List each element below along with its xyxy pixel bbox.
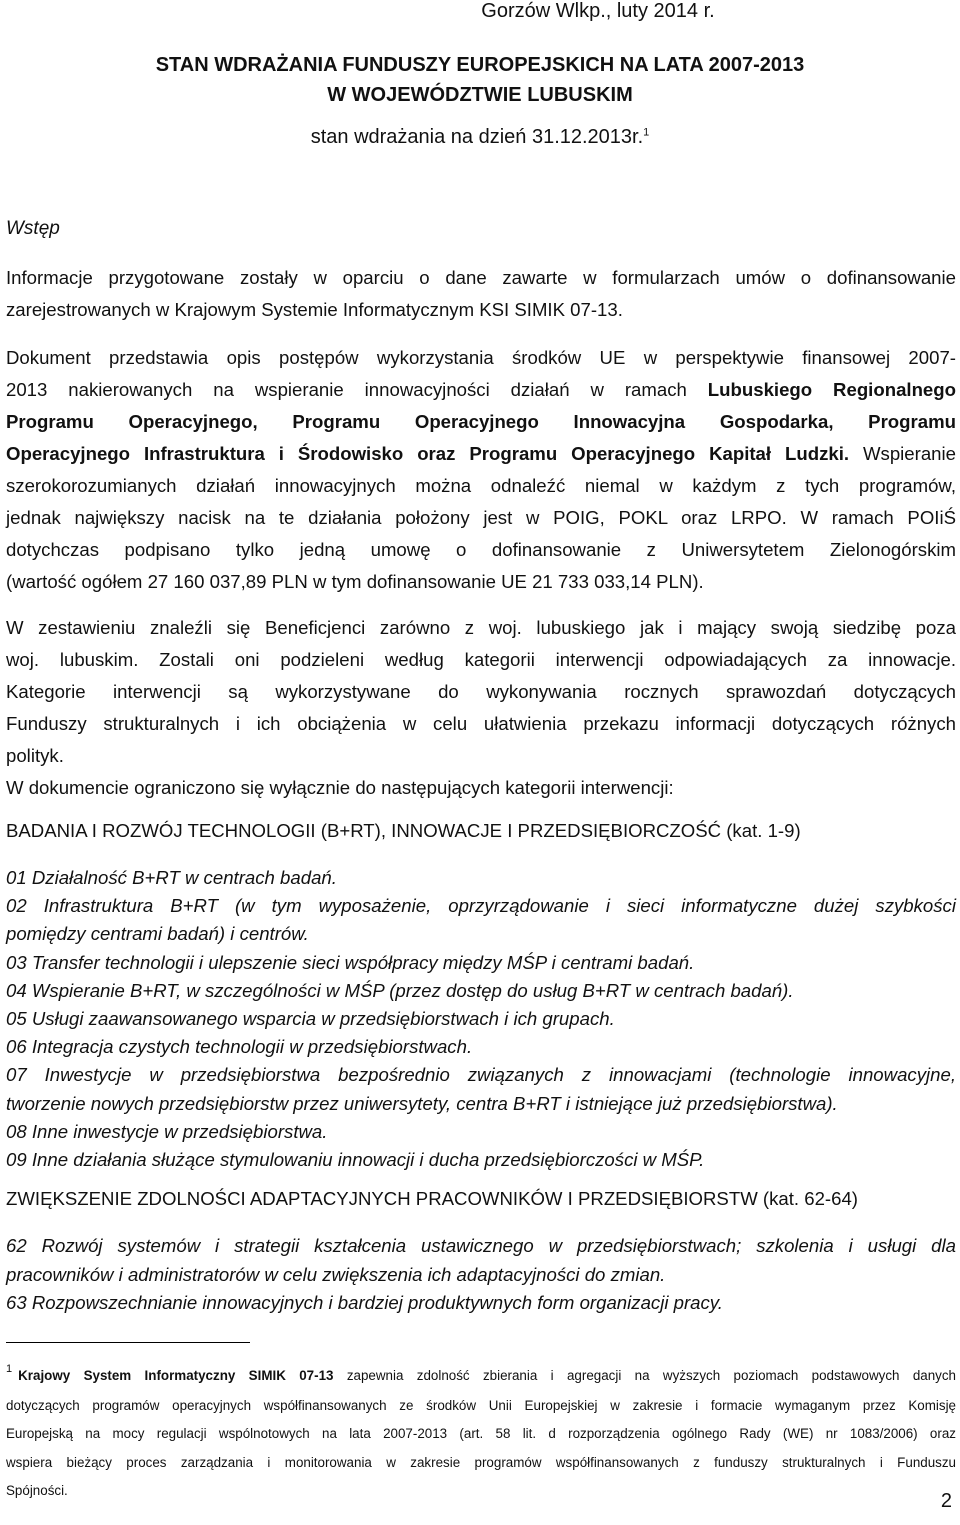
intro-paragraph-2 bbox=[6, 342, 956, 598]
category-06: 06 Integracja czystych technologii w przedsiębiorstwach. bbox=[6, 1036, 473, 1058]
programs-poiis-pokl: Operacyjnego Infrastruktura i Środowisko oraz Programu Operacyjnego Kapitał Ludzki. bbox=[6, 443, 850, 464]
p2-line-2-text: 2013 nakierowanych na wspieranie innowacyjności działań w ramach bbox=[6, 379, 708, 400]
footnote-line-3: Europejską na mocy regulacji wspólnotowych na lata 2007-2013 (art. 58 lit. d rozporządzenia ogólnego Rady (WE) nr 1083/2006) oraz bbox=[6, 1426, 956, 1441]
section-1-categories bbox=[6, 864, 956, 1174]
footnote-line-1 bbox=[6, 1362, 956, 1392]
p2-line-7: dotychczas podpisano tylko jedną umowę o dofinansowanie z Uniwersytetem Zielonogórskim bbox=[6, 539, 956, 560]
category-62-line-2: pracowników i administratorów w celu zwiększenia ich adaptacyjności do zmian. bbox=[6, 1263, 666, 1285]
category-63: 63 Rozpowszechnianie innowacyjnych i bardziej produktywnych form organizacji pracy. bbox=[6, 1292, 723, 1313]
p2-line-1: Dokument przedstawia opis postępów wykorzystania środków UE w perspektywie finansowej 2007- bbox=[6, 347, 956, 368]
category-02-line-2: pomiędzy centrami badań) i centrów. bbox=[6, 923, 309, 945]
section-1-heading: BADANIA I ROZWÓJ TECHNOLOGII (B+RT), INNOWACJE I PRZEDSIĘBIORCZOŚĆ (kat. 1-9) bbox=[6, 820, 801, 841]
category-07-line-2: tworzenie nowych przedsiębiorstw przez uniwersytety, centra B+RT i istniejące już przedsiębiorstwa). bbox=[6, 1092, 838, 1114]
category-62-line-1: 62 Rozwój systemów i strategii kształcenia ustawicznego w przedsiębiorstwach; szkolenia i usługi dla bbox=[6, 1235, 956, 1256]
footnote-term: Krajowy System Informatyczny SIMIK 07-13 bbox=[18, 1368, 334, 1383]
footnote-line-5: Spójności. bbox=[6, 1483, 68, 1498]
p2-line-5: szerokorozumianych działań innowacyjnych można odnaleźć niemal w każdym z tych programów, bbox=[6, 475, 956, 496]
footnote-separator bbox=[6, 1342, 250, 1343]
category-07-line-1: 07 Inwestycje w przedsiębiorstwa bezpośrednio związanych z innowacjami (technologie innowacyjne, bbox=[6, 1064, 956, 1086]
category-09: 09 Inne działania służące stymulowaniu innowacji i ducha przedsiębiorczości w MŚP. bbox=[6, 1149, 705, 1171]
p1-line-1: Informacje przygotowane zostały w oparciu o dane zawarte w formularzach umów o dofinansowanie bbox=[6, 267, 956, 288]
page-number: 2 bbox=[940, 1490, 952, 1512]
p3-line-5: polityk. bbox=[6, 745, 64, 766]
intro-paragraph-3 bbox=[6, 612, 956, 804]
intro-paragraph-1 bbox=[6, 262, 956, 326]
category-05: 05 Usługi zaawansowanego wsparcia w przedsiębiorstwach i ich grupach. bbox=[6, 1008, 615, 1030]
footnote-marker: 1 bbox=[6, 1363, 13, 1375]
p3-line-2: woj. lubuskim. Zostali oni podzieleni według kategorii interwencji odpowiadających za innowacje. bbox=[6, 649, 956, 670]
place-date-text: Gorzów Wlkp., luty 2014 r. bbox=[481, 0, 715, 22]
p2-line-8: (wartość ogółem 27 160 037,89 PLN w tym dofinansowanie UE 21 733 033,14 PLN). bbox=[6, 571, 704, 592]
status-date-line bbox=[0, 126, 960, 149]
category-01: 01 Działalność B+RT w centrach badań. bbox=[6, 867, 337, 888]
intro-heading: Wstęp bbox=[6, 218, 60, 239]
category-08: 08 Inne inwestycje w przedsiębiorstwa. bbox=[6, 1120, 328, 1142]
document-title-line-1: STAN WDRAŻANIA FUNDUSZY EUROPEJSKICH NA LATA 2007-2013 bbox=[155, 54, 805, 76]
footnote-1 bbox=[6, 1362, 956, 1506]
category-02-line-1: 02 Infrastruktura B+RT (w tym wyposażenie, oprzyrządowanie i sieci informatyczne dużej szybkości bbox=[6, 895, 956, 917]
p3-line-3: Kategorie interwencji są wykorzystywane do wykonywania rocznych sprawozdań dotyczących bbox=[6, 681, 956, 702]
footnote-ref-1[interactable]: 1 bbox=[643, 126, 650, 139]
p2-line-6: jednak największy nacisk na te działania położony jest w POIG, POKL oraz LRPO. W ramach POIiŚ bbox=[6, 507, 956, 528]
program-lrpo: Lubuskiego Regionalnego bbox=[707, 379, 956, 400]
footnote-line-1-text: zapewnia zdolność zbierania i agregacji na wyższych poziomach podstawowych danych bbox=[333, 1368, 956, 1383]
p1-line-2: zarejestrowanych w Krajowym Systemie Informatycznym KSI SIMIK 07-13. bbox=[6, 299, 623, 320]
p2-line-2 bbox=[6, 374, 956, 406]
section-2-categories bbox=[6, 1232, 956, 1318]
category-03: 03 Transfer technologii i ulepszenie sieci współpracy między MŚP i centrami badań. bbox=[6, 951, 695, 973]
p3-line-4: Funduszy strukturalnych i ich obciążenia w celu ułatwienia przekazu informacji dotyczących różnych bbox=[6, 713, 956, 734]
document-title-line-2: W WOJEWÓDZTWIE LUBUSKIM bbox=[327, 84, 633, 106]
footnote-line-4: wspiera bieżący proces zarządzania i monitorowania w zakresie programów współfinansowanych z funduszy strukturalnych i Funduszu bbox=[6, 1454, 956, 1470]
p4-line-1: W dokumencie ograniczono się wyłącznie do następujących kategorii interwencji: bbox=[6, 777, 674, 798]
p2-line-4 bbox=[6, 438, 956, 470]
status-date-text: stan wdrażania na dzień 31.12.2013r. bbox=[310, 126, 644, 148]
place-date bbox=[0, 0, 960, 23]
p3-line-1: W zestawieniu znaleźli się Beneficjenci zarówno z woj. lubuskiego jak i mający swoją siedzibę poza bbox=[6, 617, 956, 638]
p2-line-3: Programu Operacyjnego, Programu Operacyjnego Innowacyjna Gospodarka, Programu bbox=[6, 411, 956, 432]
p2-line-4-text: Wspieranie bbox=[849, 443, 956, 464]
category-04: 04 Wspieranie B+RT, w szczególności w MŚP (przez dostęp do usług B+RT w centrach badań). bbox=[6, 979, 794, 1001]
section-2-heading: ZWIĘKSZENIE ZDOLNOŚCI ADAPTACYJNYCH PRACOWNIKÓW I PRZEDSIĘBIORSTW (kat. 62-64) bbox=[6, 1188, 858, 1209]
footnote-line-2: dotyczących programów operacyjnych współfinansowanych ze środków Unii Europejskiej w zakresie i formacie wymaganym przez Komisję bbox=[6, 1397, 956, 1413]
